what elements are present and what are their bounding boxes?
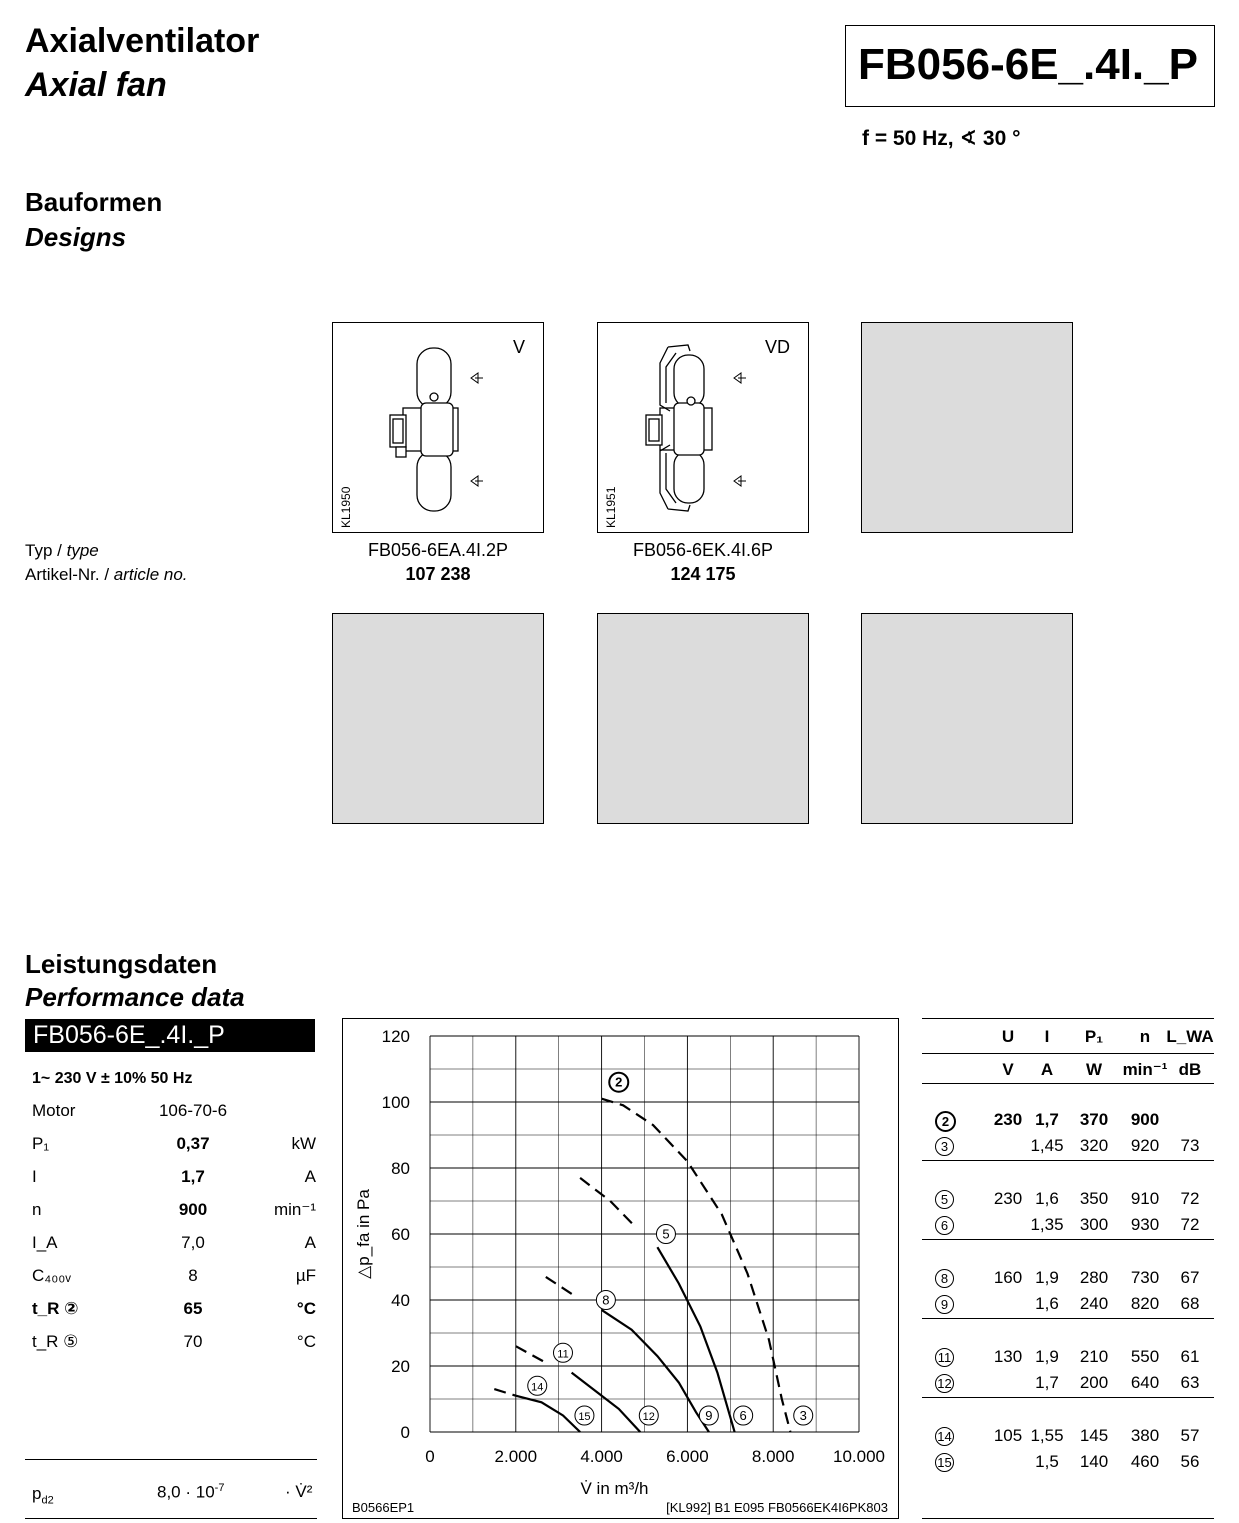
fan-vd-drawing [598,323,807,531]
operating-point-marker [935,1137,954,1156]
operating-point-marker [935,1374,954,1393]
chart-footer-left: B0566EP1 [352,1500,415,1515]
cell-lwa: 72 [1180,1215,1200,1234]
chart-footer-right: [KL992] B1 E095 FB0566EK4I6PK803 [666,1500,888,1515]
table-unit: dB [1178,1060,1202,1079]
performance-heading-en: Performance data [25,982,245,1012]
curve-14-solid [516,1396,580,1432]
designs-heading-en: Designs [25,222,127,252]
cell-i: 1,45 [1030,1136,1064,1155]
table-unit: V [1002,1060,1014,1079]
cell-u: 160 [993,1268,1023,1287]
operating-point-marker [935,1269,954,1288]
y-tick-label: 120 [381,1027,410,1046]
table-unit: W [1085,1060,1103,1079]
cell-p: 145 [1079,1426,1109,1445]
y-axis-label: △p_fa in Pa [354,1189,373,1279]
spec-label: I_A [32,1233,58,1252]
type-label: Typ / type [25,541,99,560]
spec-value: 7,0 [181,1233,205,1252]
point-circle: 8 [935,1269,954,1288]
operating-point-marker [935,1111,956,1132]
design-v-type: FB056-6EA.4I.2P [367,540,509,560]
curve-5-solid [657,1247,734,1432]
y-tick-label: 80 [391,1159,410,1178]
spec-unit: A [304,1233,316,1252]
spec-unit: µF [295,1266,316,1285]
cell-p: 140 [1079,1452,1109,1471]
cell-p: 280 [1079,1268,1109,1287]
condition-text: f = 50 Hz, ∢ 30 ° [862,127,1021,150]
model-box [845,25,1215,107]
point-circle: 2 [935,1111,956,1132]
curve-5-dashed [580,1178,636,1228]
spec-label: Motor [32,1101,76,1120]
y-tick-label: 100 [381,1093,410,1112]
curve-label-3: 3 [799,1408,807,1423]
table-rule [922,1053,1214,1054]
y-tick-label: 40 [391,1291,410,1310]
design-vd-drawing-id: KL1951 [604,486,618,528]
operating-point-marker [935,1348,954,1367]
design-v-article: 107 238 [405,564,471,584]
performance-chart [342,1018,899,1519]
x-tick-label: 2.000 [494,1447,538,1466]
cell-lwa: 56 [1180,1452,1200,1471]
group-rule [922,1239,1214,1240]
design-placeholder-6 [861,613,1073,824]
curve-label-14: 14 [531,1381,544,1394]
x-tick-label: 8.000 [751,1447,795,1466]
spec-unit: min⁻¹ [273,1200,316,1219]
designs-heading-de: Bauformen [25,187,163,217]
curve-label-12: 12 [642,1411,655,1423]
point-circle: 11 [935,1348,954,1367]
design-v-card [332,322,544,533]
design-v-drawing-id: KL1950 [339,486,353,528]
group-rule [922,1397,1214,1398]
curve-2 [602,1099,791,1432]
spec-rule-top [25,1459,317,1460]
cell-i: 1,6 [1035,1294,1059,1313]
design-v-code: V [512,337,525,357]
cell-i: 1,6 [1035,1189,1059,1208]
curve-14-dashed [494,1389,516,1396]
cell-p: 200 [1079,1373,1109,1392]
point-circle: 3 [935,1137,954,1156]
y-tick-label: 20 [391,1357,410,1376]
spec-value: 900 [178,1200,208,1219]
cell-lwa: 72 [1180,1189,1200,1208]
spec-unit: kW [291,1134,316,1153]
table-header: I [1044,1027,1050,1046]
cell-u: 230 [993,1110,1023,1129]
cell-n: 920 [1130,1136,1160,1155]
cell-p: 370 [1079,1110,1109,1129]
table-rule [922,1083,1214,1084]
curve-label-9: 9 [705,1408,713,1423]
curve-label-2: 2 [615,1074,623,1090]
point-circle: 14 [935,1427,954,1446]
cell-i: 1,55 [1030,1426,1064,1445]
spec-value: 65 [183,1299,203,1318]
cell-n: 640 [1130,1373,1160,1392]
spec-label: P₁ [32,1134,50,1153]
x-tick-label: 4.000 [580,1447,623,1466]
cell-i: 1,9 [1035,1347,1059,1366]
operating-point-marker [935,1190,954,1209]
spec-label: C₄₀₀ᵥ [32,1266,71,1285]
point-circle: 12 [935,1374,954,1393]
spec-value: 106-70-6 [158,1101,228,1120]
point-circle: 5 [935,1190,954,1209]
cell-u: 230 [993,1189,1023,1208]
spec-unit: °C [296,1299,316,1318]
article-label: Artikel-Nr. / article no. [25,565,188,584]
cell-p: 210 [1079,1347,1109,1366]
table-unit: min⁻¹ [1122,1060,1168,1079]
title-en: Axial fan [25,66,167,104]
spec-value: 1,7 [181,1167,205,1186]
cell-u: 105 [993,1426,1023,1445]
cell-i: 1,35 [1030,1215,1064,1234]
cell-lwa: 73 [1180,1136,1200,1155]
cell-n: 900 [1130,1110,1160,1129]
design-vd-card [597,322,809,533]
cell-n: 930 [1130,1215,1160,1234]
cell-u: 130 [993,1347,1023,1366]
cell-n: 910 [1130,1189,1160,1208]
cell-lwa: 67 [1180,1268,1200,1287]
performance-heading-de: Leistungsdaten [25,949,218,979]
cell-p: 350 [1079,1189,1109,1208]
table-header: L_WA [1166,1027,1214,1046]
design-vd-article: 124 175 [670,564,736,584]
operating-point-marker [935,1216,954,1235]
spec-unit: A [304,1167,316,1186]
model-bar: FB056-6E_.4I._P [25,1019,315,1052]
cell-i: 1,7 [1035,1110,1059,1129]
cell-n: 820 [1130,1294,1160,1313]
pd2-label: $p_{d2}$ [32,1484,54,1507]
cell-p: 300 [1079,1215,1109,1234]
cell-p: 240 [1079,1294,1109,1313]
table-rule [922,1518,1214,1519]
table-rule [922,1018,1214,1019]
point-circle: 6 [935,1216,954,1235]
cell-lwa: 57 [1180,1426,1200,1445]
design-vd-code: VD [764,337,790,357]
curve-label-8: 8 [602,1292,610,1308]
cell-n: 380 [1130,1426,1160,1445]
point-circle: 9 [935,1295,954,1314]
cell-i: 1,5 [1035,1452,1059,1471]
fan-v-drawing [333,323,542,531]
spec-value: 8 [188,1266,198,1285]
curve-label-15: 15 [578,1411,591,1423]
cell-n: 460 [1130,1452,1160,1471]
pd2-unit: · V̇² [285,1482,313,1501]
cell-lwa: 61 [1180,1347,1200,1366]
x-axis-label: V̇ in m³/h [580,1479,649,1498]
model-title: FB056-6E_.4I._P [858,40,1198,89]
cell-lwa: 68 [1180,1294,1200,1313]
cell-lwa: 63 [1180,1373,1200,1392]
y-tick-label: 60 [391,1225,410,1244]
operating-point-marker [935,1295,954,1314]
spec-unit: °C [296,1332,316,1351]
curve-11-dashed [516,1346,546,1363]
point-circle: 15 [935,1453,954,1472]
operating-point-marker [935,1453,954,1472]
curve-8-dashed [546,1277,576,1297]
pd2-value: $8,0 \cdot 10^{-7}$ [157,1482,225,1502]
design-placeholder-3 [861,322,1073,533]
spec-label: t_R ⑤ [32,1332,79,1351]
spec-label: t_R ② [32,1299,79,1318]
supply-text: 1~ 230 V ± 10% 50 Hz [32,1070,193,1087]
cell-i: 1,7 [1035,1373,1059,1392]
table-header: n [1139,1027,1151,1046]
design-placeholder-5 [597,613,809,824]
x-tick-label: 0 [425,1447,435,1466]
cell-n: 730 [1130,1268,1160,1287]
cell-p: 320 [1079,1136,1109,1155]
cell-n: 550 [1130,1347,1160,1366]
table-header: U [1001,1027,1015,1046]
table-header: P₁ [1084,1027,1104,1046]
curve-label-6: 6 [739,1408,747,1423]
cell-i: 1,9 [1035,1268,1059,1287]
spec-value: 70 [183,1332,203,1351]
curve-label-11: 11 [557,1348,569,1361]
x-tick-label: 6.000 [666,1447,709,1466]
spec-label: I [32,1167,37,1186]
group-rule [922,1160,1214,1161]
spec-label: n [32,1200,42,1219]
table-unit: A [1040,1060,1054,1079]
title-de: Axialventilator [25,22,260,60]
design-vd-type: FB056-6EK.4I.6P [632,540,774,560]
design-placeholder-4 [332,613,544,824]
group-rule [922,1318,1214,1319]
y-tick-label: 0 [400,1423,410,1442]
operating-point-marker [935,1427,954,1446]
x-tick-label: 10.000 [833,1447,885,1466]
spec-value: 0,37 [176,1134,210,1153]
curve-label-5: 5 [662,1226,670,1242]
spec-rule-bottom [25,1518,317,1519]
